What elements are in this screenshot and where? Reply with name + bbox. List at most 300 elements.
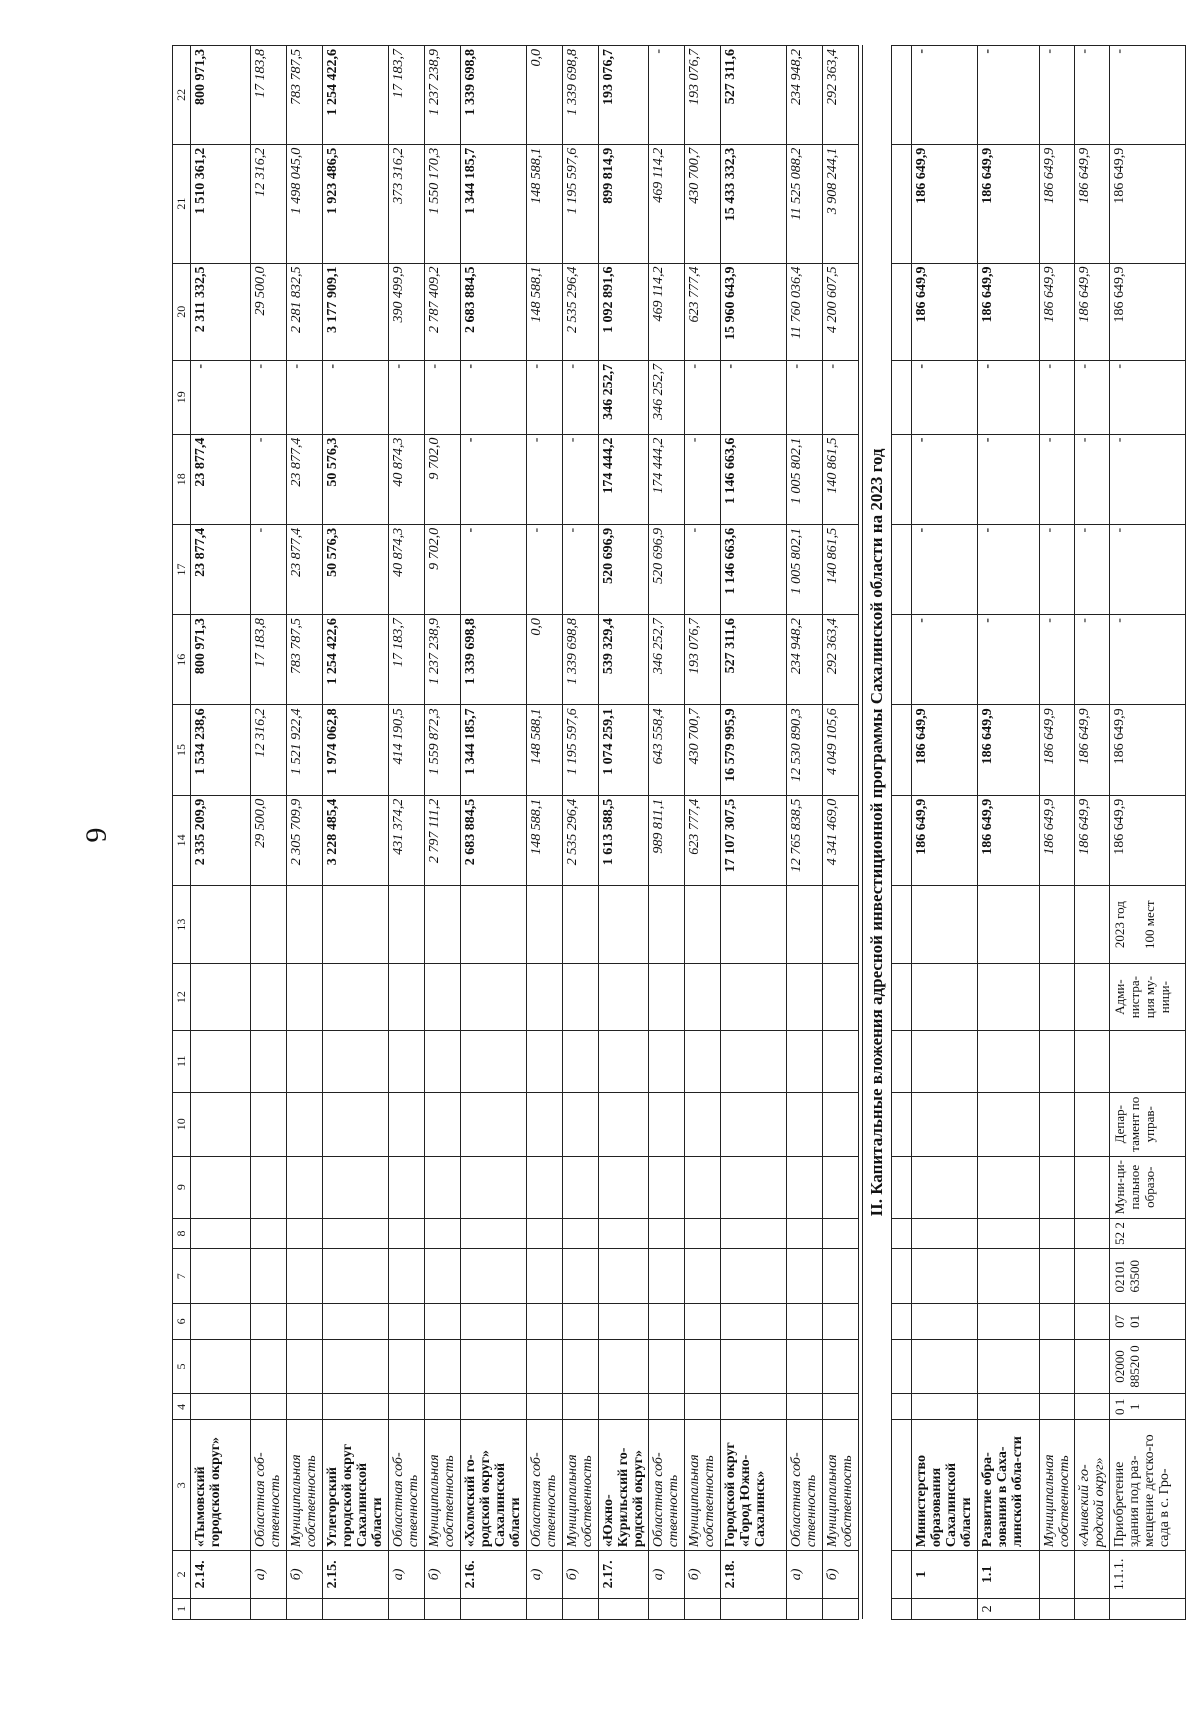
detail-cell: Адми-нистра-ция му-ници-: [1110, 964, 1186, 1031]
empty-cell: [892, 144, 912, 263]
empty-cell: [251, 1156, 287, 1218]
value-cell: 23 877,4: [287, 524, 323, 614]
value-cell: 11 525 088,2: [787, 144, 823, 263]
table-row: [1075, 46, 1110, 1620]
table-row: [649, 46, 685, 1620]
empty-cell: [685, 1304, 721, 1340]
detail-cell: [912, 1030, 978, 1092]
empty-cell: [389, 1218, 425, 1249]
value-cell: -: [251, 434, 287, 524]
value-cell: 17 183,8: [251, 46, 287, 145]
empty-cell: [425, 1304, 461, 1340]
value-cell: 346 252,7: [649, 360, 685, 434]
empty-cell: [425, 1339, 461, 1394]
value-cell: 1 074 259,1: [599, 705, 649, 795]
value-cell: 29 500,0: [251, 795, 287, 885]
empty-cell: [191, 1249, 251, 1304]
column-number-cell: 17: [173, 524, 191, 614]
empty-cell: [787, 1394, 823, 1420]
empty-cell: [287, 1030, 323, 1092]
value-cell: -: [978, 360, 1040, 434]
empty-cell: [892, 46, 912, 145]
value-cell: 2 335 209,9: [191, 795, 251, 885]
value-cell: 520 696,9: [649, 524, 685, 614]
value-cell: 1 254 422,6: [323, 615, 389, 705]
empty-cell: [389, 885, 425, 963]
table-row: [1110, 46, 1186, 1620]
empty-cell: [191, 1304, 251, 1340]
row-number-cell: [1040, 1551, 1075, 1599]
value-cell: 174 444,2: [649, 434, 685, 524]
empty-cell: [461, 885, 527, 963]
empty-cell: [389, 1249, 425, 1304]
empty-cell: [787, 1030, 823, 1092]
detail-cell: [912, 885, 978, 963]
value-cell: -: [389, 360, 425, 434]
detail-cell: [1040, 1249, 1075, 1304]
column-number-cell: 19: [173, 360, 191, 434]
empty-cell: [323, 1092, 389, 1156]
row-number-cell: 2.18.: [721, 1551, 787, 1599]
empty-cell: [892, 885, 912, 963]
empty-cell: [721, 1304, 787, 1340]
row-number-cell: 2.16.: [461, 1551, 527, 1599]
value-cell: -: [527, 434, 563, 524]
value-cell: 23 877,4: [191, 524, 251, 614]
empty-cell: [251, 964, 287, 1031]
table-row: [1040, 46, 1075, 1620]
value-cell: 140 861,5: [823, 434, 859, 524]
empty-cell: [563, 1598, 599, 1619]
empty-cell: [191, 885, 251, 963]
empty-cell: [649, 1030, 685, 1092]
value-cell: -: [1075, 360, 1110, 434]
empty-cell: [563, 1030, 599, 1092]
detail-cell: [1075, 1304, 1110, 1340]
row-number-cell: б): [287, 1551, 323, 1599]
row-index-cell: 2: [978, 1598, 1040, 1619]
value-cell: 1 974 062,8: [323, 705, 389, 795]
row-name-cell: Муниципальная собственность: [685, 1420, 721, 1551]
value-cell: -: [978, 434, 1040, 524]
empty-cell: [599, 1092, 649, 1156]
table-row: [685, 46, 721, 1620]
empty-cell: [323, 964, 389, 1031]
value-cell: 1 146 663,6: [721, 434, 787, 524]
value-cell: -: [912, 360, 978, 434]
empty-cell: [191, 1339, 251, 1394]
empty-cell: [787, 1339, 823, 1394]
value-cell: 12 765 838,5: [787, 795, 823, 885]
value-cell: 1 344 185,7: [461, 705, 527, 795]
column-number-cell: 16: [173, 615, 191, 705]
value-cell: 643 558,4: [649, 705, 685, 795]
value-cell: -: [685, 360, 721, 434]
value-cell: 430 700,7: [685, 144, 721, 263]
value-cell: -: [978, 524, 1040, 614]
detail-cell: [912, 1092, 978, 1156]
value-cell: 800 971,3: [191, 615, 251, 705]
value-cell: 346 252,7: [599, 360, 649, 434]
detail-cell: Депар-тамент по управ-: [1110, 1092, 1186, 1156]
empty-cell: [527, 885, 563, 963]
value-cell: -: [649, 46, 685, 145]
empty-cell: [787, 1304, 823, 1340]
empty-cell: [599, 964, 649, 1031]
detail-cell: [978, 1394, 1040, 1420]
row-number-cell: б): [823, 1551, 859, 1599]
empty-cell: [323, 1249, 389, 1304]
empty-cell: [323, 1156, 389, 1218]
empty-cell: [599, 1339, 649, 1394]
empty-cell: [892, 615, 912, 705]
value-cell: 1 344 185,7: [461, 144, 527, 263]
value-cell: 3 177 909,1: [323, 263, 389, 360]
table-row: [425, 46, 461, 1620]
empty-cell: [251, 885, 287, 963]
row-number-cell: 1.1: [978, 1551, 1040, 1599]
empty-cell: [892, 1598, 912, 1619]
value-cell: 17 183,8: [251, 615, 287, 705]
detail-cell: [978, 964, 1040, 1031]
row-number-cell: б): [425, 1551, 461, 1599]
detail-cell: [1110, 1030, 1186, 1092]
value-cell: -: [823, 360, 859, 434]
table-row: [323, 46, 389, 1620]
empty-cell: [425, 964, 461, 1031]
table-row: [823, 46, 859, 1620]
value-cell: -: [323, 360, 389, 434]
value-cell: 292 363,4: [823, 46, 859, 145]
row-name-cell: Областная соб-ственность: [649, 1420, 685, 1551]
value-cell: -: [685, 434, 721, 524]
empty-cell: [251, 1598, 287, 1619]
column-number-row: [173, 46, 191, 1620]
value-cell: 4 049 105,6: [823, 705, 859, 795]
row-name-cell: «Южно-Курильский го-родской округ»: [599, 1420, 649, 1551]
row-number-cell: а): [787, 1551, 823, 1599]
empty-cell: [649, 1092, 685, 1156]
value-cell: -: [978, 615, 1040, 705]
row-name-cell: Углегорский городской округ Сахалинской области: [323, 1420, 389, 1551]
value-cell: 11 760 036,4: [787, 263, 823, 360]
column-number-cell: 11: [173, 1030, 191, 1092]
value-cell: 1 092 891,6: [599, 263, 649, 360]
empty-cell: [191, 1394, 251, 1420]
row-name-cell: Министерство образования Сахалинской области: [912, 1420, 978, 1551]
empty-cell: [251, 1304, 287, 1340]
page-number: 6: [79, 827, 113, 843]
empty-cell: [787, 885, 823, 963]
empty-cell: [721, 1156, 787, 1218]
detail-cell: [912, 1304, 978, 1340]
empty-cell: [461, 1339, 527, 1394]
value-cell: 186 649,9: [978, 795, 1040, 885]
value-cell: 186 649,9: [1040, 144, 1075, 263]
empty-cell: [191, 1030, 251, 1092]
value-cell: 800 971,3: [191, 46, 251, 145]
detail-cell: [912, 1249, 978, 1304]
value-cell: 186 649,9: [1075, 705, 1110, 795]
value-cell: 186 649,9: [1040, 705, 1075, 795]
detail-cell: [912, 1394, 978, 1420]
value-cell: 12 530 890,3: [787, 705, 823, 795]
column-number-cell: 2: [173, 1551, 191, 1599]
empty-cell: [823, 1156, 859, 1218]
value-cell: 12 316,2: [251, 144, 287, 263]
empty-cell: [721, 1218, 787, 1249]
row-number-cell: б): [563, 1551, 599, 1599]
empty-cell: [287, 1218, 323, 1249]
value-cell: 1 005 802,1: [787, 434, 823, 524]
detail-cell: [978, 1218, 1040, 1249]
row-name-cell: Муниципальная собственность: [425, 1420, 461, 1551]
empty-cell: [599, 1030, 649, 1092]
value-cell: 234 948,2: [787, 615, 823, 705]
value-cell: 193 076,7: [599, 46, 649, 145]
column-number-cell: 7: [173, 1249, 191, 1304]
empty-cell: [287, 1156, 323, 1218]
value-cell: 148 588,1: [527, 144, 563, 263]
section-title-row: [863, 46, 892, 1620]
value-cell: -: [1075, 524, 1110, 614]
value-cell: -: [1040, 360, 1075, 434]
empty-cell: [787, 1598, 823, 1619]
detail-cell: Муни-ци-пальное образо-: [1110, 1156, 1186, 1218]
value-cell: 40 874,3: [389, 524, 425, 614]
empty-cell: [425, 1249, 461, 1304]
row-number-cell: а): [389, 1551, 425, 1599]
spacer-row: [892, 46, 912, 1620]
table-row: [251, 46, 287, 1620]
detail-cell: [1040, 1218, 1075, 1249]
value-cell: -: [1075, 434, 1110, 524]
value-cell: 234 948,2: [787, 46, 823, 145]
empty-cell: [892, 1092, 912, 1156]
value-cell: -: [1040, 524, 1075, 614]
value-cell: 4 200 607,5: [823, 263, 859, 360]
column-number-cell: 21: [173, 144, 191, 263]
empty-cell: [527, 1304, 563, 1340]
empty-cell: [892, 705, 912, 795]
value-cell: -: [251, 524, 287, 614]
empty-cell: [287, 964, 323, 1031]
empty-cell: [685, 1394, 721, 1420]
empty-cell: [461, 1394, 527, 1420]
empty-cell: [892, 524, 912, 614]
empty-cell: [323, 1339, 389, 1394]
table-row: [787, 46, 823, 1620]
empty-cell: [599, 885, 649, 963]
detail-cell: [1075, 964, 1110, 1031]
empty-cell: [461, 1092, 527, 1156]
table-row: [527, 46, 563, 1620]
value-cell: 899 814,9: [599, 144, 649, 263]
empty-cell: [389, 1092, 425, 1156]
empty-cell: [787, 1156, 823, 1218]
detail-cell: [1040, 1092, 1075, 1156]
table-body-bottom: [892, 46, 1186, 1620]
detail-cell: [1040, 1304, 1075, 1340]
empty-cell: [649, 964, 685, 1031]
detail-cell: [1040, 1030, 1075, 1092]
value-cell: -: [912, 615, 978, 705]
value-cell: 2 683 884,5: [461, 263, 527, 360]
empty-cell: [823, 1394, 859, 1420]
empty-cell: [787, 1249, 823, 1304]
table-row: [461, 46, 527, 1620]
empty-cell: [563, 1218, 599, 1249]
column-number-cell: 1: [173, 1598, 191, 1619]
table-row: [191, 46, 251, 1620]
empty-cell: [389, 1304, 425, 1340]
detail-cell: [912, 1218, 978, 1249]
table-row: [721, 46, 787, 1620]
column-number-cell: 6: [173, 1304, 191, 1340]
empty-cell: [649, 1394, 685, 1420]
value-cell: 1 521 922,4: [287, 705, 323, 795]
empty-cell: [563, 1249, 599, 1304]
row-name-cell: «Анивский го-родской округ»: [1075, 1420, 1110, 1551]
value-cell: -: [912, 434, 978, 524]
column-number-cell: 4: [173, 1394, 191, 1420]
value-cell: 186 649,9: [912, 144, 978, 263]
empty-cell: [685, 885, 721, 963]
row-number-cell: а): [251, 1551, 287, 1599]
value-cell: -: [287, 360, 323, 434]
value-cell: 430 700,7: [685, 705, 721, 795]
value-cell: 414 190,5: [389, 705, 425, 795]
value-cell: -: [563, 360, 599, 434]
value-cell: 15 960 643,9: [721, 263, 787, 360]
empty-cell: [892, 263, 912, 360]
empty-cell: [892, 1218, 912, 1249]
value-cell: 186 649,9: [978, 263, 1040, 360]
empty-cell: [527, 1249, 563, 1304]
empty-cell: [685, 1092, 721, 1156]
empty-cell: [287, 1394, 323, 1420]
value-cell: 2 787 409,2: [425, 263, 461, 360]
value-cell: 2 281 832,5: [287, 263, 323, 360]
empty-cell: [287, 1304, 323, 1340]
empty-cell: [251, 1394, 287, 1420]
empty-cell: [563, 1394, 599, 1420]
empty-cell: [527, 1598, 563, 1619]
detail-cell: 02101 63500: [1110, 1249, 1186, 1304]
row-name-cell: Приобретение здания под раз-мещение детско-го сада в с. Гро-: [1110, 1420, 1186, 1551]
empty-cell: [823, 1598, 859, 1619]
value-cell: -: [1110, 360, 1186, 434]
empty-cell: [721, 1030, 787, 1092]
value-cell: -: [1110, 46, 1186, 145]
row-number-cell: 2.17.: [599, 1551, 649, 1599]
empty-cell: [892, 964, 912, 1031]
detail-cell: [912, 1339, 978, 1394]
empty-cell: [425, 1030, 461, 1092]
empty-cell: [823, 885, 859, 963]
value-cell: -: [563, 524, 599, 614]
row-number-cell: 1: [912, 1551, 978, 1599]
value-cell: 40 874,3: [389, 434, 425, 524]
empty-cell: [563, 1339, 599, 1394]
empty-cell: [461, 1156, 527, 1218]
empty-cell: [323, 1598, 389, 1619]
value-cell: 4 341 469,0: [823, 795, 859, 885]
empty-cell: [823, 1304, 859, 1340]
row-number-cell: 2.15.: [323, 1551, 389, 1599]
value-cell: -: [1110, 524, 1186, 614]
value-cell: 2 683 884,5: [461, 795, 527, 885]
detail-cell: [978, 1030, 1040, 1092]
detail-cell: [1075, 1249, 1110, 1304]
empty-cell: [892, 1394, 912, 1420]
empty-cell: [685, 1598, 721, 1619]
detail-cell: 02000 88520 0: [1110, 1339, 1186, 1394]
value-cell: 623 777,4: [685, 795, 721, 885]
value-cell: -: [1040, 615, 1075, 705]
empty-cell: [287, 1249, 323, 1304]
empty-cell: [527, 1218, 563, 1249]
empty-cell: [461, 1030, 527, 1092]
value-cell: 17 183,7: [389, 615, 425, 705]
column-number-cell: 10: [173, 1092, 191, 1156]
value-cell: 1 146 663,6: [721, 524, 787, 614]
empty-cell: [323, 1394, 389, 1420]
value-cell: 1 510 361,2: [191, 144, 251, 263]
value-cell: 186 649,9: [1075, 263, 1110, 360]
detail-cell: [1040, 885, 1075, 963]
column-number-cell: 9: [173, 1156, 191, 1218]
value-cell: 186 649,9: [1110, 795, 1186, 885]
value-cell: 186 649,9: [1075, 795, 1110, 885]
value-cell: -: [251, 360, 287, 434]
value-cell: 3 908 244,1: [823, 144, 859, 263]
empty-cell: [721, 1249, 787, 1304]
value-cell: 9 702,0: [425, 524, 461, 614]
empty-cell: [721, 1598, 787, 1619]
table-row: [563, 46, 599, 1620]
empty-cell: [599, 1394, 649, 1420]
value-cell: -: [461, 524, 527, 614]
empty-cell: [649, 1249, 685, 1304]
value-cell: -: [563, 434, 599, 524]
row-number-cell: а): [527, 1551, 563, 1599]
column-number-cell: 14: [173, 795, 191, 885]
value-cell: 186 649,9: [912, 705, 978, 795]
row-name-cell: Областная соб-ственность: [251, 1420, 287, 1551]
value-cell: 390 499,9: [389, 263, 425, 360]
value-cell: 623 777,4: [685, 263, 721, 360]
detail-cell: 52 2: [1110, 1218, 1186, 1249]
empty-cell: [892, 360, 912, 434]
value-cell: -: [461, 434, 527, 524]
column-number-cell: 15: [173, 705, 191, 795]
value-cell: 17 107 307,5: [721, 795, 787, 885]
value-cell: 373 316,2: [389, 144, 425, 263]
value-cell: 1 613 588,5: [599, 795, 649, 885]
column-number-cell: 20: [173, 263, 191, 360]
value-cell: 193 076,7: [685, 615, 721, 705]
value-cell: 1 339 698,8: [563, 46, 599, 145]
value-cell: 346 252,7: [649, 615, 685, 705]
empty-cell: [649, 1218, 685, 1249]
detail-cell: [978, 1304, 1040, 1340]
column-number-cell: 18: [173, 434, 191, 524]
row-name-cell: Областная соб-ственность: [389, 1420, 425, 1551]
empty-cell: [787, 1092, 823, 1156]
empty-cell: [251, 1339, 287, 1394]
value-cell: 186 649,9: [912, 263, 978, 360]
